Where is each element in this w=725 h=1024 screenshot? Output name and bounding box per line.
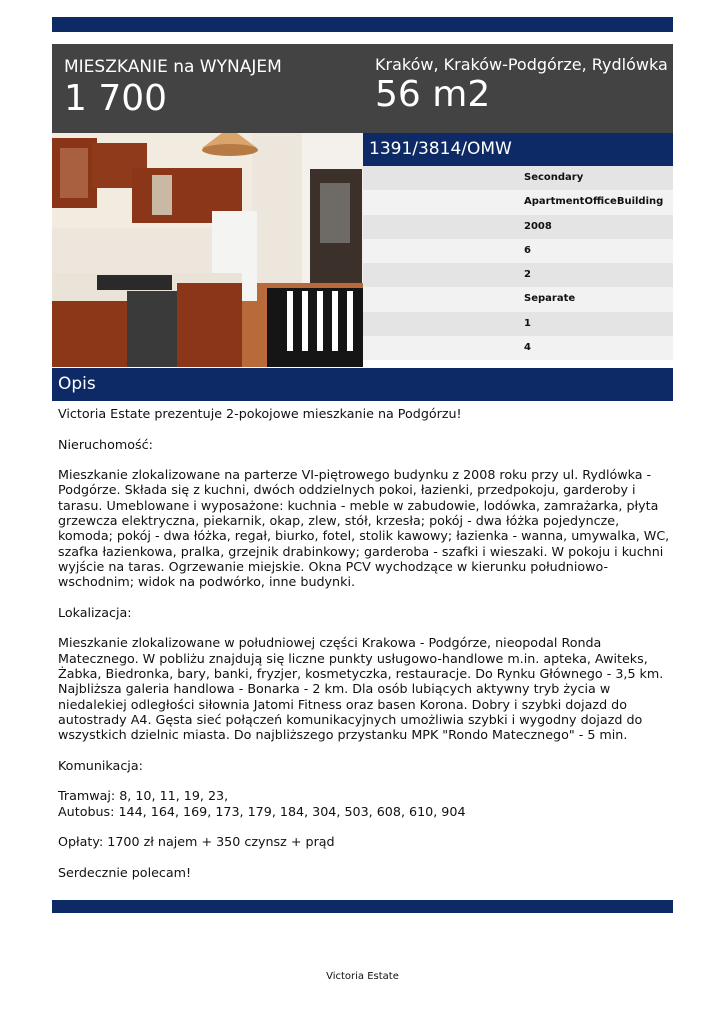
detail-row-bathrooms: 1 xyxy=(363,312,673,336)
detail-row-building-type: ApartmentOfficeBuilding xyxy=(363,190,673,214)
listing-location: Kraków, Kraków-Podgórze, Rydlówka xyxy=(375,55,668,74)
detail-row-extra: 4 xyxy=(363,336,673,360)
section-title: Opis xyxy=(52,368,673,401)
details-table xyxy=(363,166,673,360)
detail-row-year: 2008 xyxy=(363,215,673,239)
property-photo xyxy=(52,133,363,367)
detail-row-floors: 6 xyxy=(363,239,673,263)
listing-type: MIESZKANIE na WYNAJEM xyxy=(64,57,282,77)
listing-header xyxy=(52,44,673,133)
footer-agency: Victoria Estate xyxy=(326,971,399,982)
detail-row-market: Secondary xyxy=(363,166,673,190)
listing-reference: 1391/3814/OMW xyxy=(363,133,673,166)
bottom-accent-bar xyxy=(52,900,673,913)
description-text: Victoria Estate prezentuje 2-pokojowe mieszkanie na Podgórzu! Nieruchomość: Mieszkanie zlokalizowane na parterze VI-piętrowego budynku z 2008 roku przy ul. Rydlówka - Podgórze. Składa się z kuchni, dwóch oddzielnych pokoi, łazienki, przedpokoju, garderoby i tarasu. Umeblowane i wyposażone: kuchnia - meble w zabudowie, lodówka, zamrażarka, płyta grzewcza elektryczna, piekarnik, okap, zlew, stół, krzesła; pokój - dwa łóżka pojedyncze, komoda; pokój - dwa łóżka, regał, biurko, fotel, stolik kawowy; łazienka - wanna, umywalka, WC, szafka łazienkowa, pralka, grzejnik drabinkowy; garderoba - szafki i wieszaki. W pokoju i kuchni wyjście na taras. Ogrzewanie miejskie. Okna PCV wychodzące w kierunku południowo-wschodnim; widok na podwórko, inne budynki. Lokalizacja: Mieszkanie zlokalizowane w południowej części Krakowa - Podgórze, nieopodal Ronda Matecznego. W pobliżu znajdują się liczne punkty usługowo-handlowe m.in. apteka, Awiteks, Żabka, Biedronka, bary, banki, fryzjer, kosmetyczka, restauracje. Do Rynku Głównego - 3,5 km. Najbliższa galeria handlowa - Bonarka - 2 km. Dla osób lubiących aktywny tryb życia w niedalekiej odległości siłownia Jatomi Fitness oraz basen Korona. Dobry i szybki dojazd do autostrady A4. Gęsta sieć połączeń komunikacyjnych umożliwia szybki i wygodny dojazd do wszystkich dzielnic miasta. Do najbliższego przystanku MPK "Rondo Matecznego" - 5 min. Komunikacja: Tramwaj: 8, 10, 11, 19, 23, Autobus: 144, 164, 169, 173, 179, 184, 304, 503, 608, 610, 904 Opłaty: 1700 zł najem + 350 czynsz + prąd Serdecznie polecam! xyxy=(58,406,670,880)
listing-price: 1 700 xyxy=(64,78,168,119)
listing-area: 56 m2 xyxy=(375,74,491,115)
top-accent-bar xyxy=(52,17,673,32)
detail-row-rooms: 2 xyxy=(363,263,673,287)
detail-row-kitchen: Separate xyxy=(363,287,673,311)
